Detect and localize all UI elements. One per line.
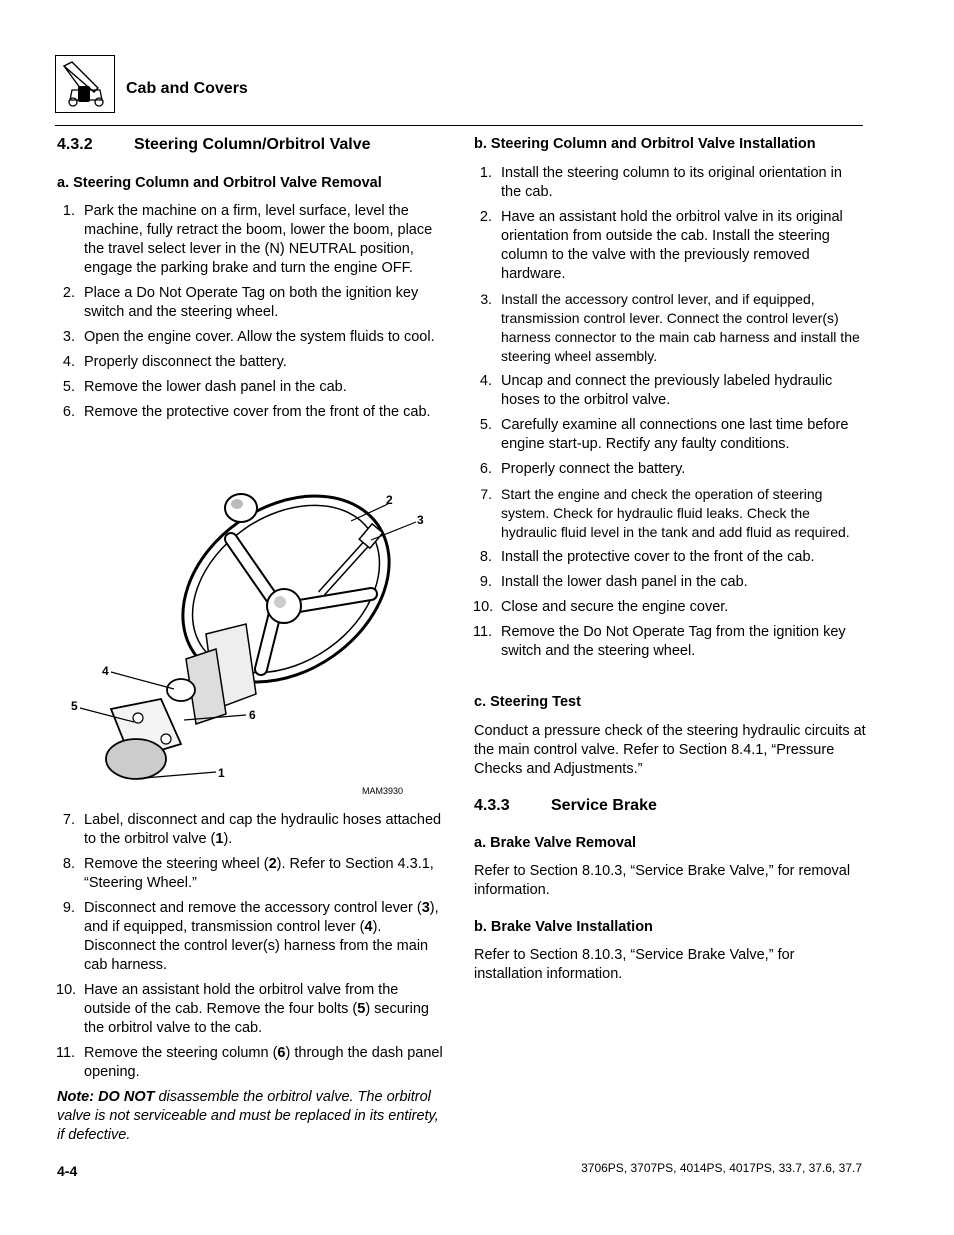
model-numbers: 3706PS, 3707PS, 4014PS, 4017PS, 33.7, 37.6, 37.7 bbox=[581, 1161, 862, 1175]
subheading-installation: b. Steering Column and Orbitrol Valve Installation bbox=[474, 136, 816, 152]
brake-removal-text: Refer to Section 8.10.3, “Service Brake Valve,” for removal information. bbox=[474, 863, 851, 898]
subheading-brake-installation: b. Brake Valve Installation bbox=[474, 919, 653, 935]
list-item: 2. Have an assistant hold the orbitrol valve in its original orientation from outside the cab. Install the steering column to the valve with the previously removed hardware. bbox=[479, 209, 843, 282]
steering-wheel-illustration bbox=[66, 484, 426, 804]
list-item: 1. Install the steering column to its original orientation in the cab. bbox=[479, 165, 842, 200]
heading-4-3-3 bbox=[474, 797, 657, 815]
list-item: 8. Install the protective cover to the front of the cab. bbox=[479, 549, 815, 565]
subheading-removal: a. Steering Column and Orbitrol Valve Removal bbox=[57, 175, 382, 191]
section-title: Cab and Covers bbox=[126, 80, 248, 97]
list-item: 10. Have an assistant hold the orbitrol valve from the outside of the cab. Remove the four bolts (5) securing the orbitrol valve to the cab. bbox=[56, 982, 429, 1036]
header-logo bbox=[55, 55, 115, 113]
heading-4-3-2 bbox=[57, 136, 371, 154]
steering-test-text: Conduct a pressure check of the steering hydraulic circuits at the main control valve. Refer to Section 8.4.1, “Pressure Checks and Adjustments.” bbox=[474, 723, 866, 777]
steering-column-figure bbox=[66, 484, 426, 804]
callout-6: 6 bbox=[249, 708, 256, 722]
brake-installation-text: Refer to Section 8.10.3, “Service Brake Valve,” for installation information. bbox=[474, 947, 795, 982]
callout-2: 2 bbox=[386, 493, 393, 507]
page-number: 4-4 bbox=[57, 1163, 78, 1179]
list-item: 6. Properly connect the battery. bbox=[479, 461, 686, 477]
telehandler-icon bbox=[56, 56, 113, 111]
heading-text: Service Brake bbox=[551, 797, 657, 814]
list-item: 7. Label, disconnect and cap the hydraulic hoses attached to the orbitrol valve (1). bbox=[62, 812, 442, 847]
list-item: 1. Park the machine on a firm, level surface, level the machine, fully retract the boom, lower the boom, place the travel select lever in the (N) NEUTRAL position, engage the parking brake and turn the engine OFF. bbox=[62, 203, 433, 276]
subheading-steering-test: c. Steering Test bbox=[474, 694, 581, 710]
list-item: 11. Remove the Do Not Operate Tag from the ignition key switch and the steering wheel. bbox=[473, 624, 846, 659]
list-item: 9. Disconnect and remove the accessory control lever (3), and if equipped, transmission control lever (4). Disconnect the control lever(s) harness from the main cab harness. bbox=[62, 900, 439, 973]
heading-number: 4.3.3 bbox=[474, 797, 510, 814]
removal-steps-list-cont bbox=[56, 811, 446, 1088]
list-item: 9. Install the lower dash panel in the cab. bbox=[479, 574, 748, 590]
heading-number: 4.3.2 bbox=[57, 136, 93, 153]
list-item: 3. Install the accessory control lever, and if equipped, transmission control lever. Connect the control lever(s) harness connector to the main cab harness and install the steering wheel assembly. bbox=[480, 291, 860, 364]
note-label: Note: DO NOT bbox=[57, 1089, 155, 1105]
installation-steps-list bbox=[473, 164, 865, 667]
figure-code: MAM3930 bbox=[362, 786, 404, 796]
list-item: 11. Remove the steering column (6) through the dash panel opening. bbox=[56, 1045, 443, 1080]
header-rule bbox=[55, 125, 863, 126]
list-item: 10. Close and secure the engine cover. bbox=[473, 599, 729, 615]
removal-steps-list bbox=[56, 202, 446, 428]
callout-3: 3 bbox=[417, 513, 424, 527]
subheading-brake-removal: a. Brake Valve Removal bbox=[474, 835, 637, 851]
list-item: 7. Start the engine and check the operation of steering system. Check for hydraulic fluid leaks. Check the hydraulic fluid level in the tank and add fluid as required. bbox=[480, 486, 850, 540]
list-item: 6. Remove the protective cover from the front of the cab. bbox=[62, 404, 431, 420]
callout-5: 5 bbox=[71, 699, 78, 713]
callout-4: 4 bbox=[102, 664, 109, 678]
heading-text: Steering Column/Orbitrol Valve bbox=[134, 136, 371, 153]
note bbox=[57, 1088, 447, 1145]
note-text: disassemble the orbitrol valve. The orbitrol valve is not serviceable and must be replaced in its entirety, if defective. bbox=[57, 1089, 439, 1143]
list-item: 2. Place a Do Not Operate Tag on both the ignition key switch and the steering wheel. bbox=[62, 285, 419, 320]
callout-1: 1 bbox=[218, 766, 225, 780]
list-item: 5. Remove the lower dash panel in the cab. bbox=[62, 379, 347, 395]
list-item: 8. Remove the steering wheel (2). Refer to Section 4.3.1, “Steering Wheel.” bbox=[62, 856, 434, 891]
list-item: 4. Uncap and connect the previously labeled hydraulic hoses to the orbitrol valve. bbox=[479, 373, 833, 408]
list-item: 5. Carefully examine all connections one last time before engine start-up. Rectify any faulty conditions. bbox=[479, 417, 849, 452]
list-item: 3. Open the engine cover. Allow the system fluids to cool. bbox=[62, 329, 435, 345]
list-item: 4. Properly disconnect the battery. bbox=[62, 354, 287, 370]
